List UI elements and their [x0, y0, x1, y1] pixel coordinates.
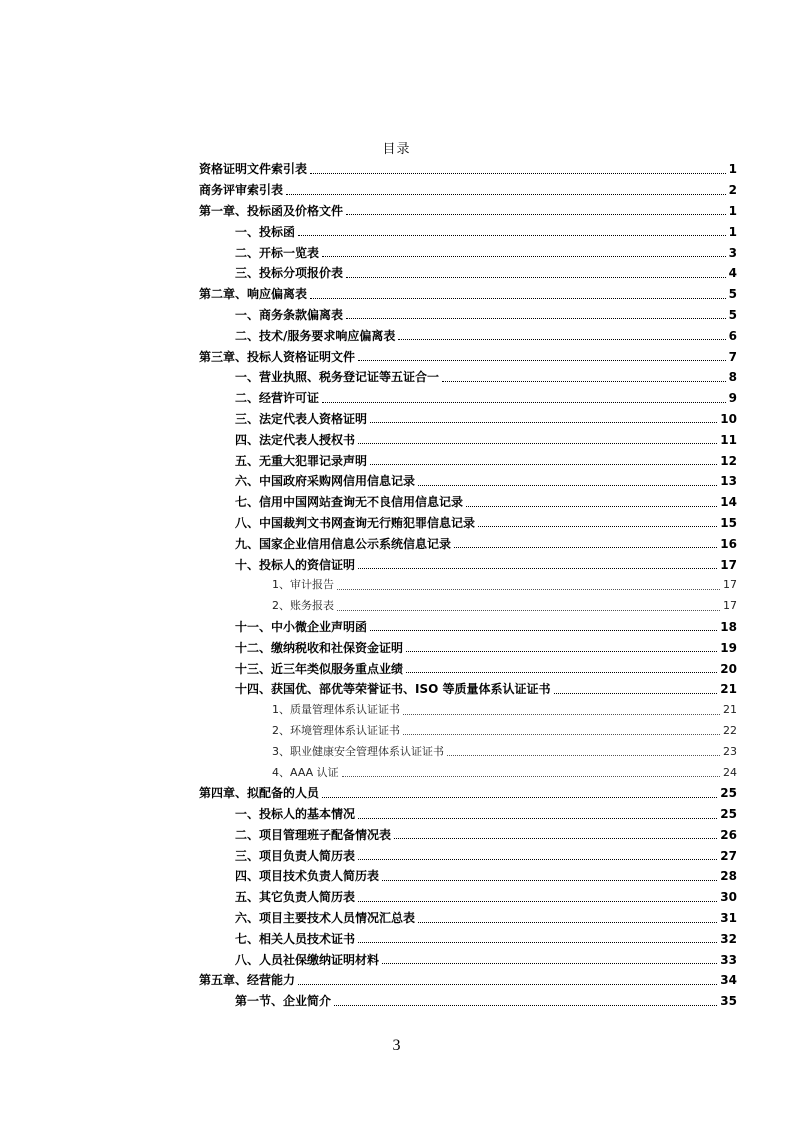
toc-entry-label: 一、营业执照、税务登记证等五证合一 — [235, 370, 440, 385]
dot-leader — [298, 235, 726, 236]
dot-leader — [454, 547, 717, 548]
toc-entry[interactable] — [0, 429, 793, 450]
toc-entry-page: 10 — [720, 411, 737, 426]
dot-leader — [337, 589, 720, 590]
toc-entry[interactable] — [0, 367, 793, 388]
toc-entry-label: 1、质量管理体系认证证书 — [272, 703, 400, 717]
dot-leader — [358, 568, 717, 569]
dot-leader — [382, 880, 717, 881]
dot-leader — [466, 506, 717, 507]
toc-entry-page: 1 — [728, 224, 737, 239]
toc-entry[interactable] — [0, 221, 793, 242]
toc-entry-label: 商务评审索引表 — [199, 183, 284, 198]
toc-entry[interactable] — [0, 201, 793, 222]
toc-entry[interactable] — [0, 700, 793, 721]
toc-entry[interactable] — [0, 159, 793, 180]
toc-entry-label: 十一、中小微企业声明函 — [235, 619, 368, 634]
toc-entry-label: 八、人员社保缴纳证明材料 — [235, 952, 380, 967]
dot-leader — [322, 797, 717, 798]
toc-entry[interactable] — [0, 762, 793, 783]
dot-leader — [358, 859, 717, 860]
toc-entry-page: 13 — [720, 474, 737, 489]
toc-entry-page: 4 — [728, 266, 737, 281]
toc-entry-page: 30 — [720, 890, 737, 905]
toc-entry[interactable] — [0, 887, 793, 908]
dot-leader — [342, 776, 720, 777]
toc-entry-page: 8 — [728, 370, 737, 385]
toc-entry-label: 五、无重大犯罪记录声明 — [235, 453, 368, 468]
dot-leader — [298, 984, 717, 985]
toc-entry-page: 17 — [720, 557, 737, 572]
toc-entry[interactable] — [0, 679, 793, 700]
toc-entry[interactable] — [0, 617, 793, 638]
toc-entry[interactable] — [0, 804, 793, 825]
toc-entry[interactable] — [0, 533, 793, 554]
dot-leader — [406, 672, 717, 673]
toc-entry-label: 七、相关人员技术证书 — [235, 931, 356, 946]
toc-entry-label: 一、投标函 — [235, 224, 296, 239]
toc-entry-page: 1 — [728, 203, 737, 218]
toc-entry-page: 32 — [720, 931, 737, 946]
toc-entry-page: 9 — [728, 391, 737, 406]
toc-entry[interactable] — [0, 346, 793, 367]
toc-entry-page: 12 — [720, 453, 737, 468]
toc-entry[interactable] — [0, 263, 793, 284]
dot-leader — [322, 402, 726, 403]
toc-entry-label: 第一节、企业简介 — [235, 994, 332, 1009]
toc-entry-label: 十二、缴纳税收和社保资金证明 — [235, 640, 404, 655]
toc-entry-page: 14 — [720, 495, 737, 510]
toc-entry-page: 6 — [728, 328, 737, 343]
dot-leader — [370, 630, 717, 631]
toc-entry-page: 7 — [728, 349, 737, 364]
toc-entry[interactable] — [0, 908, 793, 929]
toc-entry-label: 四、法定代表人授权书 — [235, 432, 356, 447]
toc-entry-label: 五、其它负责人简历表 — [235, 890, 356, 905]
dot-leader — [310, 173, 726, 174]
toc-entry-page: 26 — [720, 827, 737, 842]
toc-entry[interactable] — [0, 492, 793, 513]
toc-entry[interactable] — [0, 471, 793, 492]
toc-entry[interactable] — [0, 928, 793, 949]
toc-entry-label: 九、国家企业信用信息公示系统信息记录 — [235, 536, 452, 551]
toc-entry-label: 十三、近三年类似服务重点业绩 — [235, 661, 404, 676]
dot-leader — [358, 818, 717, 819]
toc-entry-page: 25 — [720, 807, 737, 822]
toc-entry-page: 17 — [723, 599, 737, 613]
toc-entry[interactable] — [0, 721, 793, 742]
toc-entry-page: 21 — [720, 682, 737, 697]
toc-entry[interactable] — [0, 741, 793, 762]
toc-entry-page: 21 — [723, 703, 737, 717]
dot-leader — [382, 963, 717, 964]
toc-entry[interactable] — [0, 284, 793, 305]
toc-entry-label: 1、审计报告 — [272, 578, 334, 592]
toc-entry-label: 3、职业健康安全管理体系认证证书 — [272, 744, 444, 758]
dot-leader — [554, 693, 718, 694]
toc-entry[interactable] — [0, 242, 793, 263]
toc-entry-label: 二、技术/服务要求响应偏离表 — [235, 328, 396, 343]
toc-entry-page: 28 — [720, 869, 737, 884]
toc-entry-page: 34 — [720, 973, 737, 988]
dot-leader — [403, 734, 720, 735]
toc-entry[interactable] — [0, 409, 793, 430]
toc-entry-page: 33 — [720, 952, 737, 967]
dot-leader — [358, 360, 726, 361]
dot-leader — [337, 610, 720, 611]
toc-entry[interactable] — [0, 513, 793, 534]
toc-entry-label: 二、开标一览表 — [235, 245, 320, 260]
dot-leader — [358, 942, 717, 943]
dot-leader — [286, 194, 726, 195]
dot-leader — [358, 443, 717, 444]
toc-entry-page: 27 — [720, 848, 737, 863]
dot-leader — [478, 526, 717, 527]
toc-entry-label: 二、经营许可证 — [235, 391, 320, 406]
toc-entry[interactable] — [0, 845, 793, 866]
toc-entry-label: 一、投标人的基本情况 — [235, 807, 356, 822]
toc-entry-label: 四、项目技术负责人简历表 — [235, 869, 380, 884]
toc-entry[interactable] — [0, 783, 793, 804]
toc-title: 目录 — [382, 142, 411, 157]
toc-entry[interactable] — [0, 180, 793, 201]
toc-entry-label: 三、法定代表人资格证明 — [235, 411, 368, 426]
toc-entry-label: 六、中国政府采购网信用信息记录 — [235, 474, 416, 489]
dot-leader — [346, 214, 726, 215]
toc-entry-page: 31 — [720, 911, 737, 926]
toc-entry-page: 35 — [720, 994, 737, 1009]
toc-entry-label: 一、商务条款偏离表 — [235, 307, 344, 322]
toc-entry[interactable] — [0, 450, 793, 471]
toc-entry[interactable] — [0, 866, 793, 887]
toc-entry-page: 2 — [728, 183, 737, 198]
dot-leader — [370, 422, 717, 423]
toc-entry-page: 11 — [720, 432, 737, 447]
dot-leader — [346, 277, 726, 278]
toc-entry-label: 第五章、经营能力 — [199, 973, 296, 988]
dot-leader — [394, 838, 717, 839]
toc-entry[interactable] — [0, 658, 793, 679]
toc-entry-label: 三、投标分项报价表 — [235, 266, 344, 281]
toc-entry[interactable] — [0, 554, 793, 575]
toc-entry-label: 第四章、拟配备的人员 — [199, 786, 320, 801]
dot-leader — [334, 1005, 717, 1006]
toc-entry-page: 17 — [723, 578, 737, 592]
dot-leader — [418, 922, 717, 923]
dot-leader — [310, 298, 726, 299]
dot-leader — [346, 318, 726, 319]
toc-entry-page: 3 — [728, 245, 737, 260]
page-number: 3 — [392, 1037, 401, 1054]
toc-entry-page: 24 — [723, 765, 737, 779]
toc-entry-label: 第一章、投标函及价格文件 — [199, 203, 344, 218]
dot-leader — [370, 464, 717, 465]
toc-entry-label: 4、AAA 认证 — [272, 765, 339, 779]
dot-leader — [398, 339, 725, 340]
toc-entry-label: 第三章、投标人资格证明文件 — [199, 349, 356, 364]
toc-entry-page: 1 — [728, 162, 737, 177]
toc-entry-page: 18 — [720, 619, 737, 634]
toc-entry-label: 十、投标人的资信证明 — [235, 557, 356, 572]
toc-list — [0, 159, 793, 1012]
toc-entry-page: 22 — [723, 723, 737, 737]
dot-leader — [442, 381, 726, 382]
toc-entry-label: 十四、获国优、部优等荣誉证书、ISO 等质量体系认证证书 — [235, 682, 551, 697]
toc-entry-page: 16 — [720, 536, 737, 551]
toc-entry[interactable] — [0, 325, 793, 346]
toc-entry-label: 二、项目管理班子配备情况表 — [235, 827, 392, 842]
toc-entry[interactable] — [0, 970, 793, 991]
toc-entry[interactable] — [0, 825, 793, 846]
toc-entry-page: 19 — [720, 640, 737, 655]
dot-leader — [418, 485, 717, 486]
toc-entry-page: 15 — [720, 515, 737, 530]
toc-entry-page: 25 — [720, 786, 737, 801]
toc-entry-label: 2、账务报表 — [272, 599, 334, 613]
toc-entry-label: 第二章、响应偏离表 — [199, 287, 308, 302]
toc-entry[interactable] — [0, 575, 793, 596]
toc-entry[interactable] — [0, 637, 793, 658]
dot-leader — [406, 651, 717, 652]
dot-leader — [403, 714, 720, 715]
toc-entry-label: 三、项目负责人简历表 — [235, 848, 356, 863]
dot-leader — [322, 256, 726, 257]
toc-entry-page: 5 — [728, 307, 737, 322]
dot-leader — [358, 901, 717, 902]
toc-entry[interactable] — [0, 388, 793, 409]
toc-entry-label: 六、项目主要技术人员情况汇总表 — [235, 911, 416, 926]
dot-leader — [447, 755, 720, 756]
toc-entry[interactable] — [0, 949, 793, 970]
toc-entry-label: 2、环境管理体系认证证书 — [272, 723, 400, 737]
toc-entry[interactable] — [0, 305, 793, 326]
toc-entry-page: 5 — [728, 287, 737, 302]
toc-entry[interactable] — [0, 991, 793, 1012]
toc-entry-page: 20 — [720, 661, 737, 676]
toc-entry-label: 八、中国裁判文书网查询无行贿犯罪信息记录 — [235, 515, 476, 530]
toc-entry[interactable] — [0, 596, 793, 617]
toc-entry-label: 资格证明文件索引表 — [199, 162, 308, 177]
toc-entry-label: 七、信用中国网站查询无不良信用信息记录 — [235, 495, 464, 510]
toc-entry-page: 23 — [723, 744, 737, 758]
